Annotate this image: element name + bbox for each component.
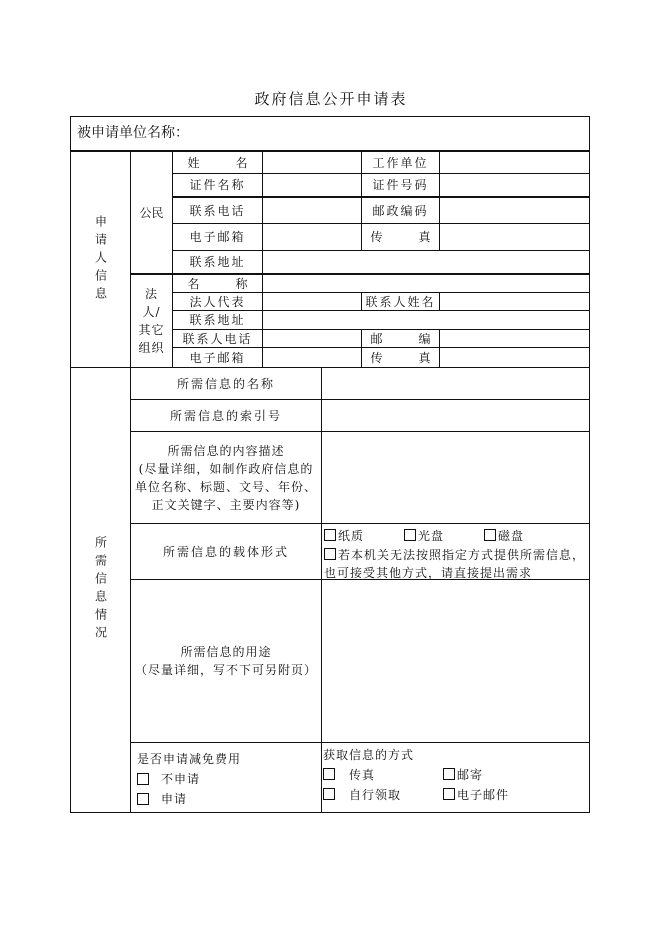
field-label: 证件号码 bbox=[361, 173, 440, 198]
field-label: 传 真 bbox=[361, 347, 440, 368]
fee-section bbox=[130, 742, 322, 813]
info-index-label: 所需信息的索引号 bbox=[130, 399, 322, 432]
field-label: 工作单位 bbox=[361, 151, 440, 174]
fee-yes-checkbox[interactable]: 申请 bbox=[137, 789, 315, 809]
fee-title: 是否申请减免费用 bbox=[137, 752, 242, 766]
method-mail-checkbox[interactable]: 邮寄 bbox=[443, 766, 483, 784]
org-fax-input[interactable] bbox=[439, 347, 590, 368]
address-input[interactable] bbox=[262, 250, 590, 275]
method-title: 获取信息的方式 bbox=[323, 748, 415, 762]
org-address-input[interactable] bbox=[262, 310, 590, 330]
carrier-options bbox=[321, 523, 590, 580]
phone-input[interactable] bbox=[262, 197, 362, 224]
info-name-input[interactable] bbox=[321, 367, 590, 400]
org-name-input[interactable] bbox=[262, 274, 590, 293]
field-label: 联系电话 bbox=[172, 197, 263, 224]
carrier-label: 所需信息的载体形式 bbox=[130, 523, 322, 580]
field-label: 联系地址 bbox=[172, 250, 263, 275]
carrier-cd-checkbox[interactable]: 光盘 bbox=[404, 527, 484, 545]
legal-rep-input[interactable] bbox=[262, 292, 362, 311]
field-label: 传 真 bbox=[361, 223, 440, 251]
purpose-input[interactable] bbox=[321, 579, 590, 743]
info-index-input[interactable] bbox=[321, 399, 590, 432]
method-fax-checkbox[interactable]: 传真 bbox=[323, 766, 443, 784]
method-pickup-checkbox[interactable]: 自行领取 bbox=[323, 786, 443, 804]
field-label: 姓 名 bbox=[172, 151, 263, 174]
purpose-label: 所需信息的用途 （尽量详细，写不下可另附页） bbox=[130, 579, 322, 743]
field-label: 电子邮箱 bbox=[172, 223, 263, 251]
field-label: 联系地址 bbox=[172, 310, 263, 330]
field-label: 法人代表 bbox=[172, 292, 263, 311]
org-postcode-input[interactable] bbox=[439, 329, 590, 348]
field-label: 电子邮箱 bbox=[172, 347, 263, 368]
field-label: 联系人姓名 bbox=[361, 292, 440, 311]
postcode-input[interactable] bbox=[439, 197, 590, 224]
info-name-label: 所需信息的名称 bbox=[130, 367, 322, 400]
respondent-label: 被申请单位名称： bbox=[77, 125, 189, 141]
field-label: 邮政编码 bbox=[361, 197, 440, 224]
carrier-other-checkbox[interactable]: 若本机关无法按照指定方式提供所需信息，也可接受其他方式，请直接提出需求 bbox=[324, 548, 586, 580]
respondent-row[interactable] bbox=[70, 116, 590, 152]
field-label: 证件名称 bbox=[172, 173, 263, 198]
method-section bbox=[321, 742, 590, 813]
method-email-checkbox[interactable]: 电子邮件 bbox=[443, 786, 509, 804]
info-desc-input[interactable] bbox=[321, 431, 590, 524]
id-number-input[interactable] bbox=[439, 173, 590, 198]
fee-no-checkbox[interactable]: 不申请 bbox=[137, 769, 315, 789]
info-desc-label: 所需信息的内容描述 (尽量详细，如制作政府信息的单位名称、标题、文号、年份、正文关键字、主要内容等) bbox=[130, 431, 322, 524]
field-label: 名 称 bbox=[172, 274, 263, 293]
id-type-input[interactable] bbox=[262, 173, 362, 198]
employer-input[interactable] bbox=[439, 151, 590, 174]
contact-name-input[interactable] bbox=[439, 292, 590, 311]
legal-entity-label: 法人/其它组织 bbox=[130, 274, 173, 368]
applicant-section-label: 申请人信息 bbox=[70, 151, 131, 368]
citizen-label: 公民 bbox=[130, 151, 173, 275]
contact-phone-input[interactable] bbox=[262, 329, 362, 348]
page-title: 政府信息公开申请表 bbox=[254, 90, 408, 108]
field-label: 邮 编 bbox=[361, 329, 440, 348]
field-label: 联系人电话 bbox=[172, 329, 263, 348]
info-section-label: 所需信息情况 bbox=[70, 367, 131, 813]
carrier-paper-checkbox[interactable]: 纸质 bbox=[324, 527, 404, 545]
org-email-input[interactable] bbox=[262, 347, 362, 368]
fax-input[interactable] bbox=[439, 223, 590, 251]
name-input[interactable] bbox=[262, 151, 362, 174]
carrier-disk-checkbox[interactable]: 磁盘 bbox=[484, 527, 524, 545]
email-input[interactable] bbox=[262, 223, 362, 251]
